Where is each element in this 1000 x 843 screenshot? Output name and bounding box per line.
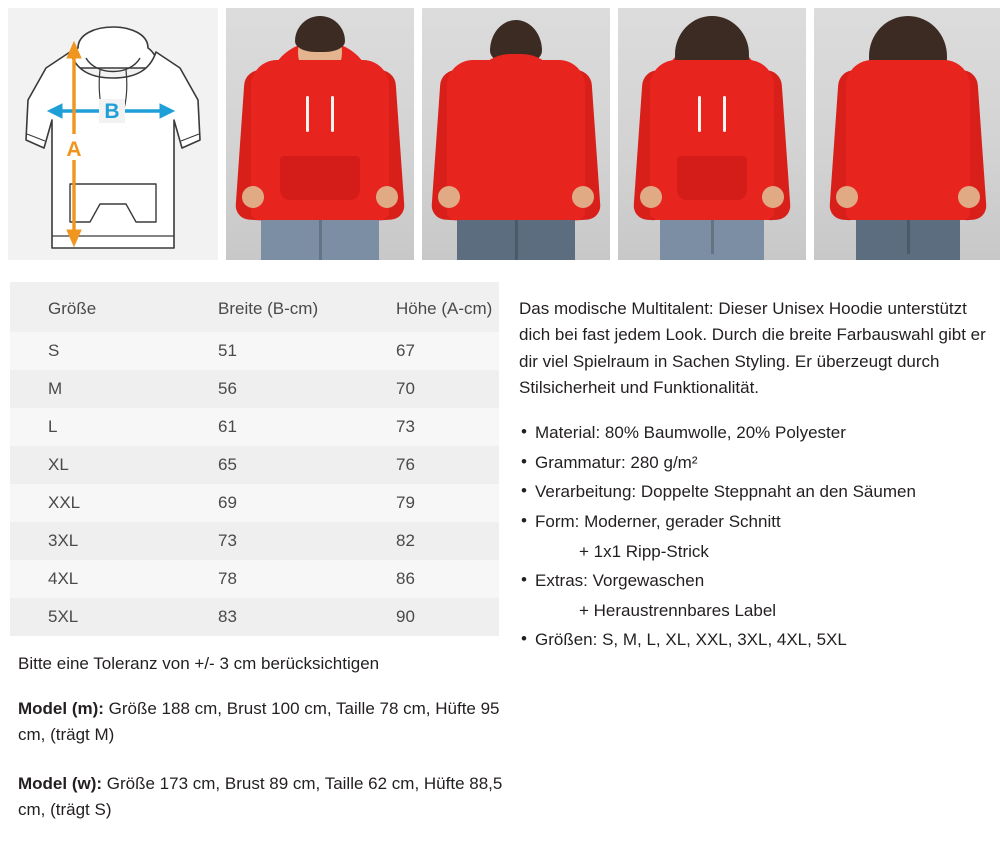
list-item: • Verarbeitung: Doppelte Steppnaht an den Säumen <box>519 478 990 506</box>
cell-size: XXL <box>48 493 81 512</box>
product-description: Das modische Multitalent: Dieser Unisex Hoodie unterstützt dich bei fast jedem Look. Durch die breite Farbauswahl gibt er dir viel Spielraum in Sachen Styling. Er überzeugt durch Stilsicherheit und Funktionalität. <box>519 299 986 398</box>
hand-right <box>762 186 784 208</box>
table-row <box>10 332 499 370</box>
hand-right <box>572 186 594 208</box>
cell-size: XL <box>48 455 69 474</box>
column-header-height: Höhe (A-cm) <box>396 299 493 318</box>
cell-height: 82 <box>396 531 415 550</box>
cell-size: S <box>48 341 60 360</box>
size-table-column <box>10 282 507 823</box>
model-male-info <box>18 696 507 749</box>
hoodie-measurement-diagram <box>8 8 218 260</box>
hood-shape <box>470 54 562 116</box>
hand-left <box>438 186 460 208</box>
list-item: • Material: 80% Baumwolle, 20% Polyester <box>519 419 990 447</box>
table-row <box>10 484 499 522</box>
hand-right <box>958 186 980 208</box>
cell-width: 73 <box>218 531 237 550</box>
hoodie-schematic-svg <box>8 8 218 260</box>
cell-height: 70 <box>396 379 415 398</box>
model-female-info <box>18 771 507 824</box>
table-row <box>10 598 499 636</box>
hand-right <box>376 186 398 208</box>
description-column <box>507 282 990 823</box>
table-header-row <box>10 282 499 332</box>
drawstring-right <box>331 96 334 132</box>
cell-height: 76 <box>396 455 415 474</box>
list-item-continuation: + 1x1 Ripp-Strick <box>579 541 709 561</box>
cell-width: 83 <box>218 607 237 626</box>
model-female-label: Model (w): <box>18 773 103 793</box>
model-female-back-photo <box>814 8 1000 260</box>
list-item-continuation: + Heraustrennbares Label <box>579 600 777 620</box>
lower-content <box>0 268 1000 823</box>
hand-left <box>242 186 264 208</box>
image-strip <box>0 0 1000 268</box>
cell-height: 90 <box>396 607 415 626</box>
hair-shape <box>295 16 345 52</box>
drawstring-right <box>723 96 726 132</box>
model-male-back-photo <box>422 8 610 260</box>
feature-list <box>519 419 990 653</box>
cell-width: 51 <box>218 341 237 360</box>
list-item: • Größen: S, M, L, XL, XXL, 3XL, 4XL, 5XL <box>519 626 990 654</box>
cell-width: 78 <box>218 569 237 588</box>
column-header-width: Breite (B-cm) <box>218 299 319 318</box>
cell-width: 56 <box>218 379 237 398</box>
list-item: • Grammatur: 280 g/m² <box>519 449 990 477</box>
model-male-front-photo <box>226 8 414 260</box>
cell-height: 73 <box>396 417 415 436</box>
cell-height: 67 <box>396 341 415 360</box>
kangaroo-pocket <box>677 156 747 200</box>
model-male-measurements: Größe 188 cm, Brust 100 cm, Taille 78 cm, Hüfte 95 cm, (trägt M) <box>18 699 500 745</box>
cell-width: 61 <box>218 417 237 436</box>
cell-width: 65 <box>218 455 237 474</box>
cell-size: L <box>48 417 58 436</box>
table-row <box>10 408 499 446</box>
cell-size: 5XL <box>48 607 79 626</box>
kangaroo-pocket <box>280 156 360 200</box>
size-table <box>10 282 499 636</box>
model-female-front-photo <box>618 8 806 260</box>
model-female-measurements: Größe 173 cm, Brust 89 cm, Taille 62 cm, Hüfte 88,5 cm, (trägt S) <box>18 773 503 820</box>
tolerance-note: Bitte eine Toleranz von +/- 3 cm berücksichtigen <box>18 654 380 673</box>
cell-size: M <box>48 379 63 398</box>
cell-height: 79 <box>396 493 415 512</box>
drawstring-left <box>306 96 309 132</box>
cell-size: 4XL <box>48 569 79 588</box>
cell-height: 86 <box>396 569 415 588</box>
diagram-label-b: B <box>104 100 120 123</box>
table-row <box>10 370 499 408</box>
hood-shape <box>865 60 951 116</box>
list-item: • Form: Moderner, gerader Schnitt <box>519 508 990 536</box>
table-row <box>10 446 499 484</box>
cell-width: 69 <box>218 493 237 512</box>
cell-size: 3XL <box>48 531 79 550</box>
column-header-size: Größe <box>48 299 97 318</box>
table-row <box>10 522 499 560</box>
table-row <box>10 560 499 598</box>
diagram-label-a: A <box>66 138 82 161</box>
list-item: • Extras: Vorgewaschen <box>519 567 990 595</box>
hand-left <box>640 186 662 208</box>
drawstring-left <box>698 96 701 132</box>
hand-left <box>836 186 858 208</box>
model-male-label: Model (m): <box>18 699 104 718</box>
